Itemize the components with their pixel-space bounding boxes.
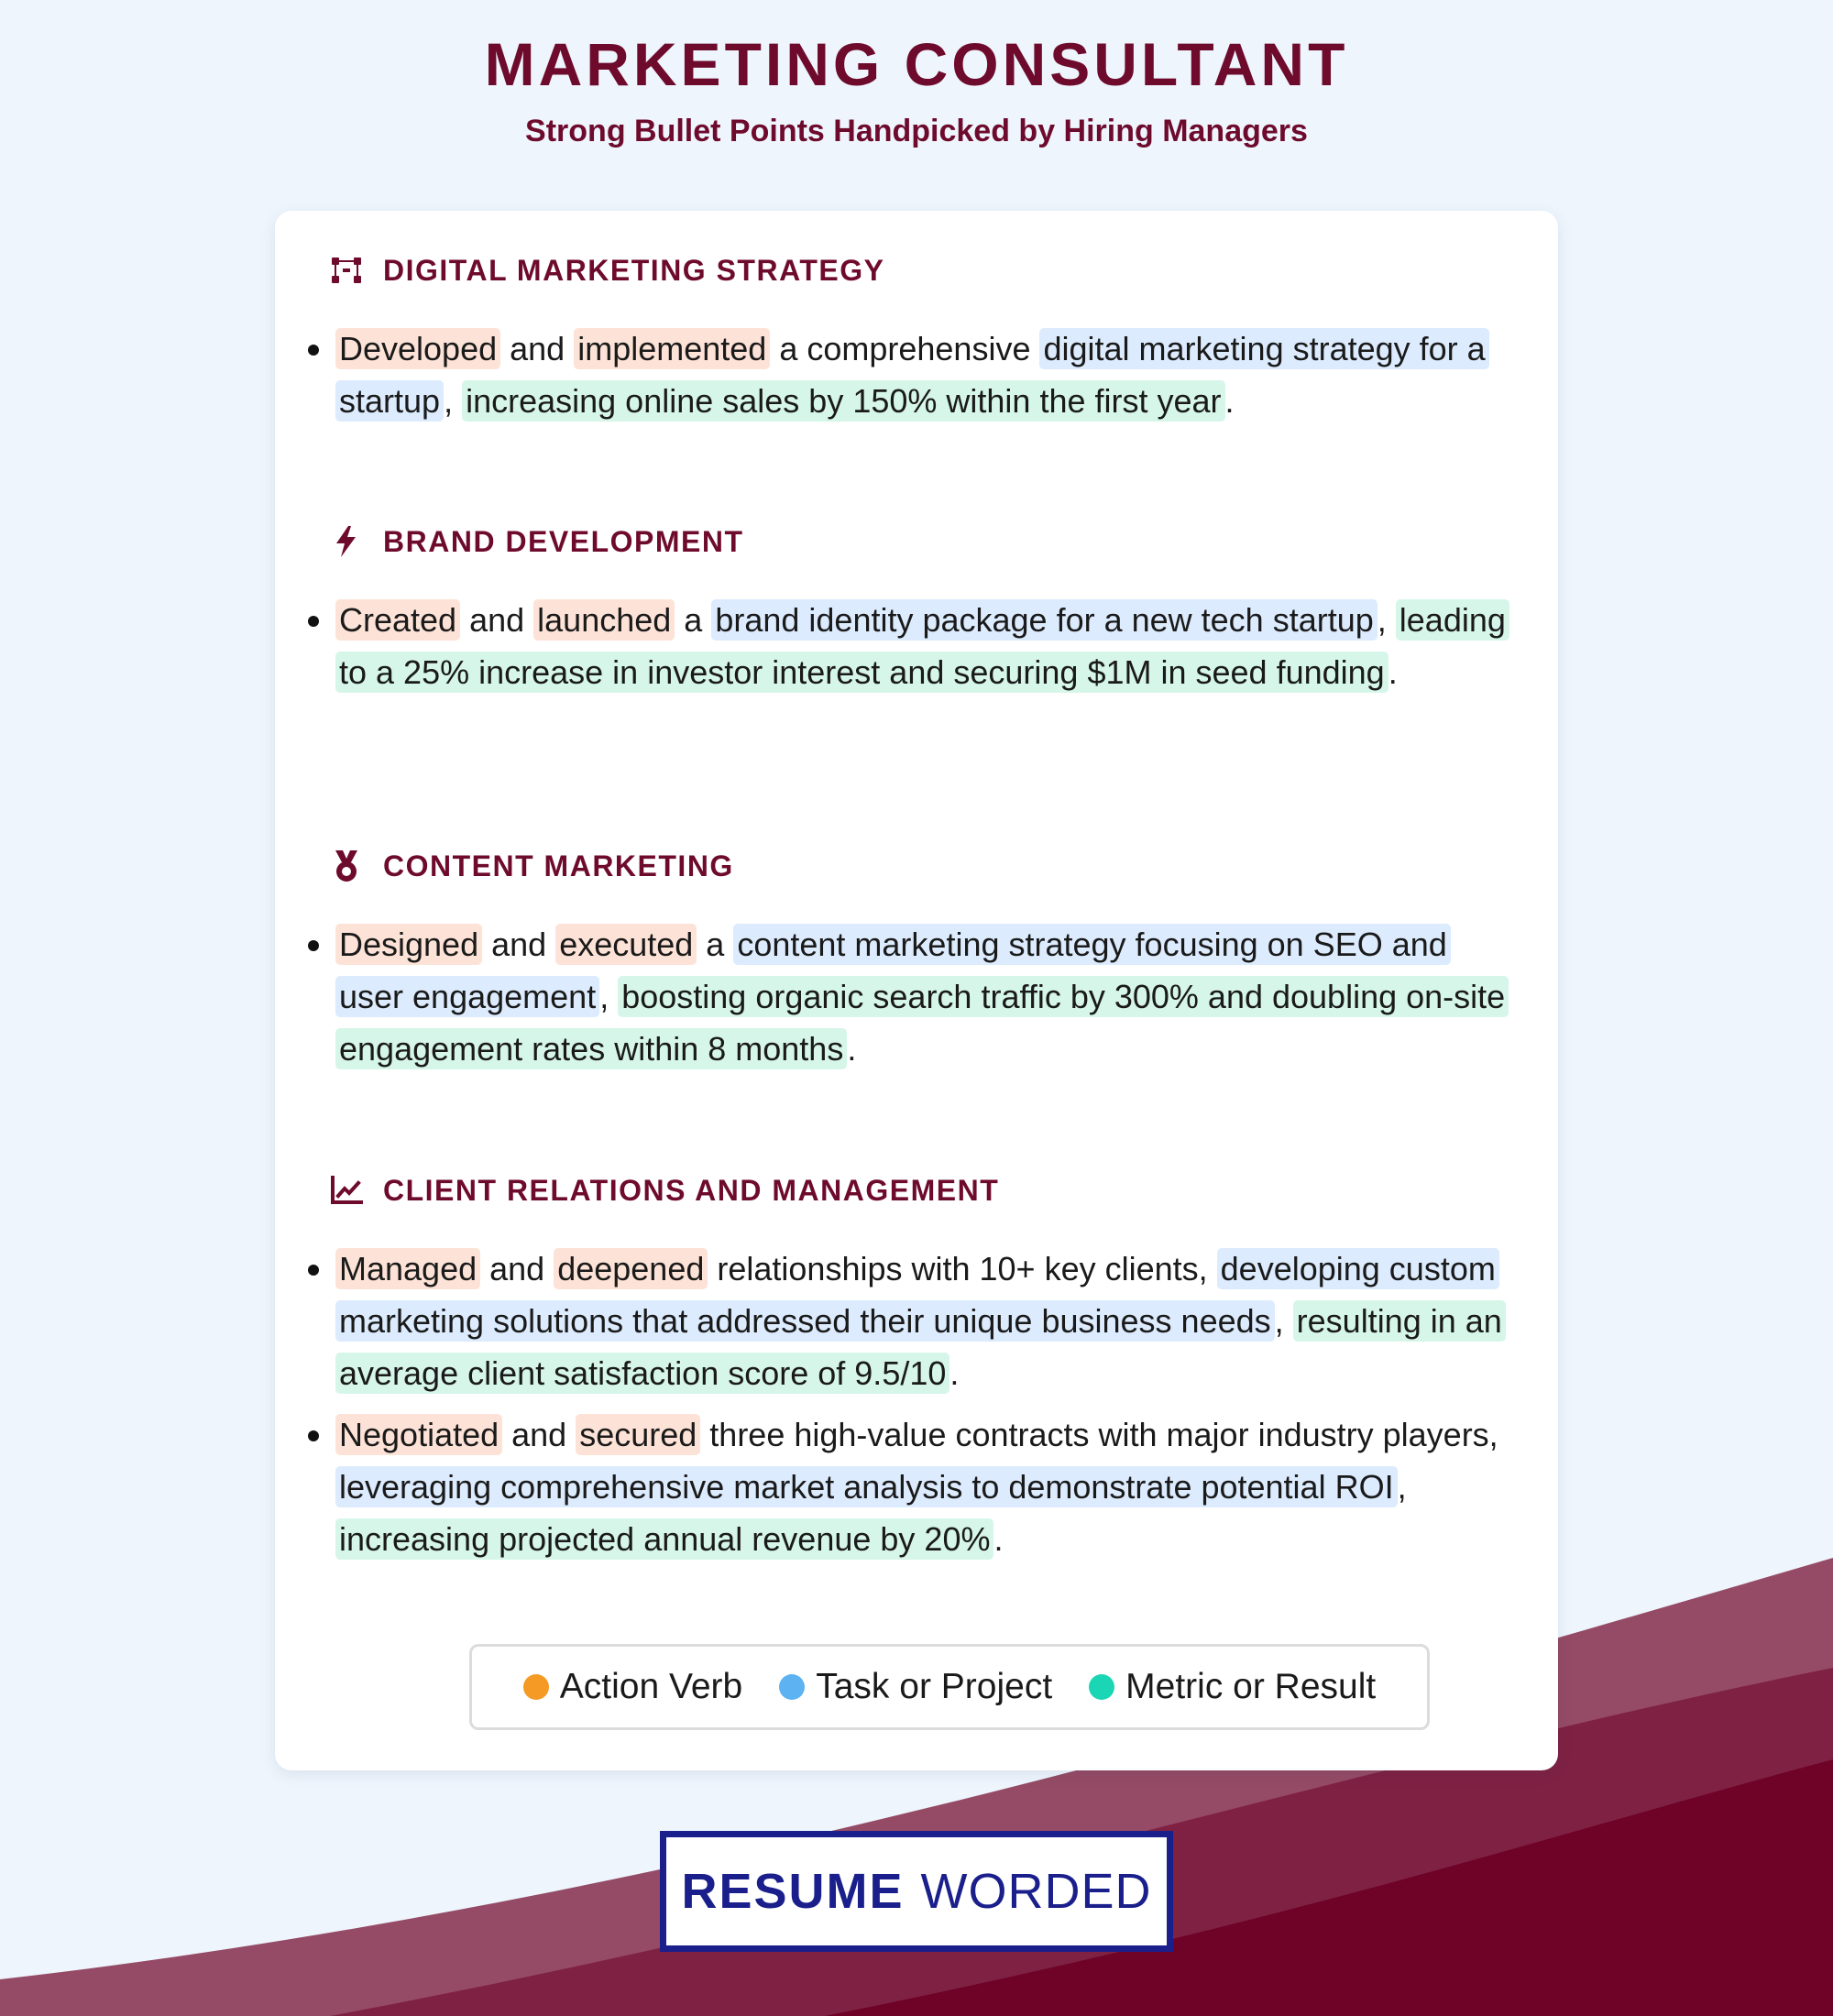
bullet-text: . [1224, 382, 1235, 420]
section-title: BRAND DEVELOPMENT [383, 524, 744, 558]
action-verb-highlight: secured [576, 1414, 700, 1455]
logo-word-strong: RESUME [681, 1864, 905, 1919]
logo-word-light: WORDED [920, 1864, 1152, 1919]
section-title: CLIENT RELATIONS AND MANAGEMENT [383, 1173, 1000, 1207]
bullet-text: a [697, 926, 734, 963]
action-verb-highlight: Designed [335, 924, 482, 965]
legend-label: Task or Project [816, 1667, 1053, 1706]
section-heading [328, 845, 734, 887]
bullet-text: a comprehensive [770, 330, 1040, 367]
bullet-text: . [949, 1354, 960, 1392]
bullet-text: . [1388, 653, 1398, 691]
legend-dot [779, 1674, 805, 1700]
section-heading [328, 249, 884, 291]
page-title: MARKETING CONSULTANT [484, 30, 1349, 98]
section-heading [328, 520, 744, 563]
bullet-item [335, 594, 1518, 698]
metric-or-result-highlight: resulting in an average client satisfaction score of 9.5/10 [335, 1300, 1506, 1394]
task-or-project-highlight: developing custom marketing solutions that addressed their unique business needs [335, 1248, 1499, 1342]
bullet-text: , [444, 382, 463, 420]
action-verb-highlight: deepened [554, 1248, 708, 1289]
bullet-text: and [482, 926, 556, 963]
legend-item-metric-or-result [1089, 1667, 1376, 1707]
section-title: DIGITAL MARKETING STRATEGY [383, 253, 885, 287]
action-verb-highlight: executed [555, 924, 697, 965]
action-verb-highlight: Managed [335, 1248, 480, 1289]
bullet-text: . [993, 1520, 1004, 1558]
bullet-item [335, 1408, 1518, 1565]
bullet-text: . [847, 1030, 857, 1068]
task-or-project-highlight: leveraging comprehensive market analysis to demonstrate potential ROI [335, 1466, 1398, 1507]
metric-or-result-highlight: increasing online sales by 150% within the first year [462, 380, 1224, 422]
metric-or-result-highlight: increasing projected annual revenue by 20% [335, 1518, 993, 1560]
trend-chart-icon [328, 1172, 365, 1209]
legend-dot [523, 1674, 549, 1700]
bullet-item [335, 1243, 1518, 1399]
bullet-list [275, 594, 1518, 707]
bullet-text: , [1397, 1468, 1407, 1506]
legend-dot [1089, 1674, 1114, 1700]
task-or-project-highlight: brand identity package for a new tech startup [711, 599, 1377, 641]
bullet-text: , [1377, 601, 1396, 639]
bullet-text: three high-value contracts with major industry players, [700, 1416, 1498, 1453]
bullet-text: , [599, 978, 619, 1015]
task-or-project-highlight: digital marketing strategy for a startup [335, 328, 1489, 422]
bullet-text: and [502, 1416, 576, 1453]
action-verb-highlight: launched [533, 599, 675, 641]
nodes-icon [328, 252, 365, 289]
bullet-list [275, 323, 1518, 436]
bullet-text: a [675, 601, 712, 639]
resume-worded-logo[interactable] [660, 1831, 1173, 1952]
bullet-item [335, 918, 1518, 1075]
section-heading [328, 1169, 999, 1211]
legend-item-action-verb [523, 1667, 742, 1707]
legend-label: Metric or Result [1125, 1667, 1377, 1706]
bullet-text: , [1274, 1302, 1293, 1340]
action-verb-highlight: Created [335, 599, 460, 641]
legend-item-task-or-project [779, 1667, 1052, 1707]
metric-or-result-highlight: leading to a 25% increase in investor interest and securing $1M in seed funding [335, 599, 1509, 693]
metric-or-result-highlight: boosting organic search traffic by 300% and doubling on-site engagement rates within 8 months [335, 976, 1509, 1069]
medal-icon [328, 848, 365, 884]
bullet-text: and [480, 1250, 554, 1287]
action-verb-highlight: Negotiated [335, 1414, 502, 1455]
action-verb-highlight: implemented [574, 328, 770, 369]
page-subtitle: Strong Bullet Points Handpicked by Hiring Managers [525, 114, 1308, 148]
action-verb-highlight: Developed [335, 328, 500, 369]
task-or-project-highlight: content marketing strategy focusing on SEO and user engagement [335, 924, 1451, 1017]
bullet-item [335, 323, 1518, 427]
bullet-text: and [500, 330, 575, 367]
bullet-text: and [460, 601, 534, 639]
bullet-list [275, 918, 1518, 1084]
bullet-list [275, 1243, 1518, 1574]
bullet-text: relationships with 10+ key clients, [708, 1250, 1217, 1287]
legend-label: Action Verb [559, 1667, 743, 1706]
section-title: CONTENT MARKETING [383, 849, 734, 882]
lightning-icon [328, 523, 365, 560]
bullet-points-card [275, 211, 1558, 1770]
highlight-legend [469, 1644, 1430, 1730]
